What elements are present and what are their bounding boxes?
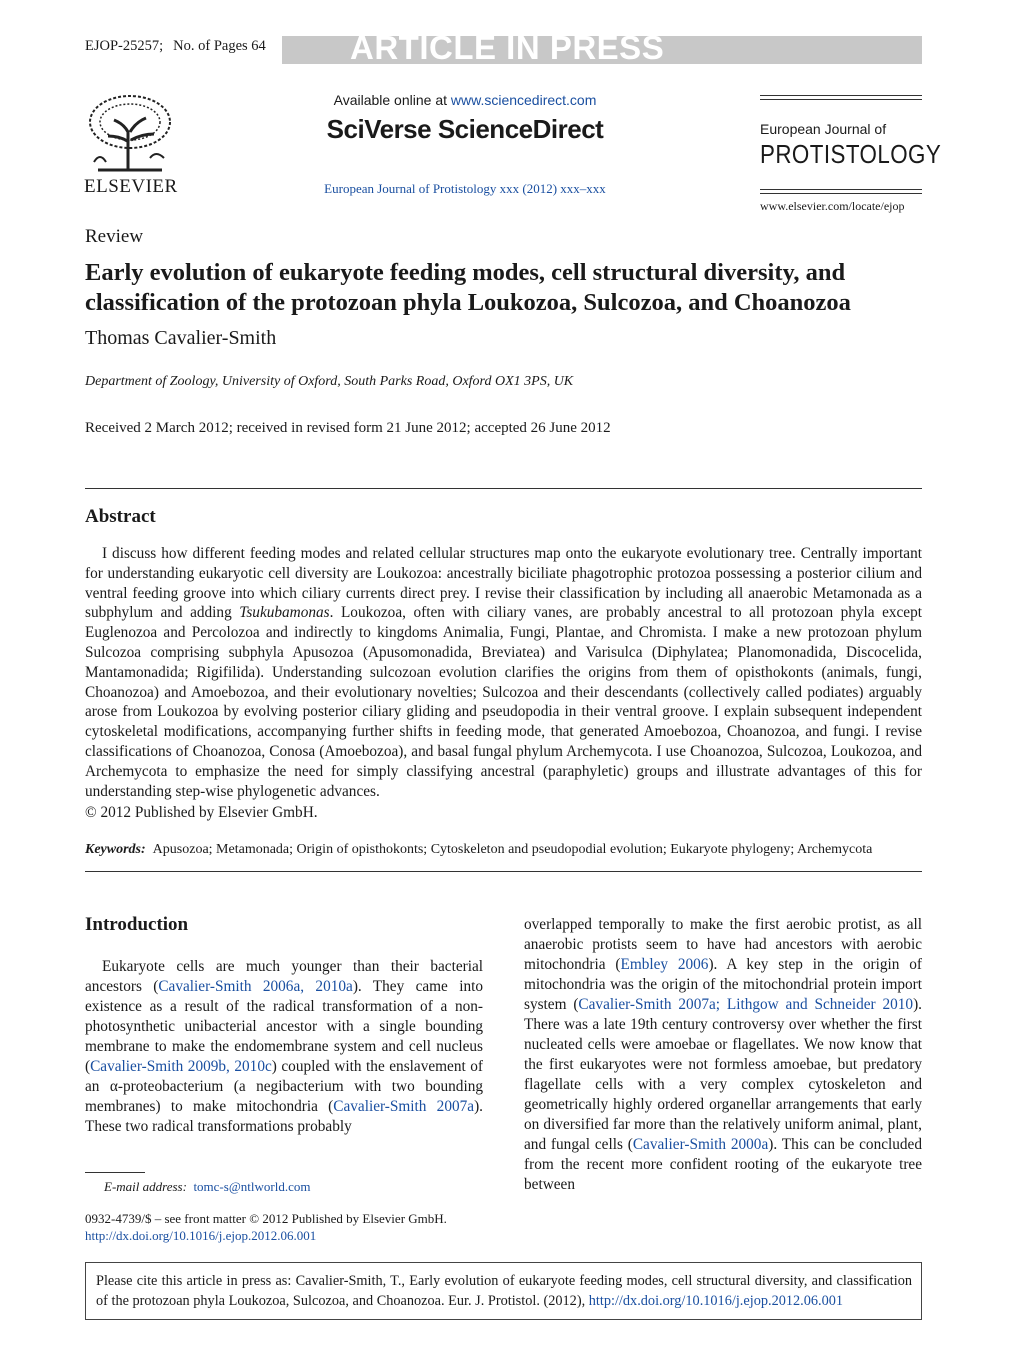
email-link[interactable]: tomc-s@ntlworld.com [193, 1179, 311, 1194]
abstract-copyright: © 2012 Published by Elsevier GmbH. [85, 804, 318, 821]
abstract-paragraph [85, 544, 922, 801]
journal-rule-top-2 [760, 99, 922, 100]
body-column-left [85, 957, 483, 1137]
text-run: ). A key step in the origin of mitochondria was the origin of the mitochondrial protein import system ( [524, 956, 922, 1013]
elsevier-wordmark: ELSEVIER [84, 176, 178, 197]
author-affiliation: Department of Zoology, University of Oxford, South Parks Road, Oxford OX1 3PS, UK [85, 374, 574, 389]
abstract-body [85, 544, 922, 801]
elsevier-tree-logo [84, 92, 176, 176]
abstract-genus-name: Tsukubamonas [239, 604, 330, 622]
sciencedirect-link[interactable]: www.sciencedirect.com [450, 92, 597, 108]
intro-paragraph-1 [85, 957, 483, 1137]
article-type: Review [85, 226, 144, 247]
text-run: ). They came into existence as a result of the radical transformation of a non-photosynthetic unibacterial ancestor with a single bounding membrane to make the endomembrane system and cell nucleus ( [85, 978, 483, 1075]
doi-link[interactable]: http://dx.doi.org/10.1016/j.ejop.2012.06.001 [85, 1228, 317, 1243]
abstract-text-2: . Loukozoa, often with ciliary vanes, are probably ancestral to all protozoan phyla except Euglenozoa and Percolozoa and indirectly to kingdoms Animalia, Fungi, Plantae, and Chromista. I make a new protozoan phylum Sulcozoa comprising subphyla Apusozoa (Apusomonadida, Breviatea) and Varisulca (Diphylatea; Planomonadida, Discocelida, Mantamonadida; Rigifilida). Understanding sulcozoan evolution clarifies the origins from them of opisthokonts (animals, fungi, Choanozoa) and Amoebozoa, and their evolutionary novelties; Sulcozoa and their descendants (collectively called podiates) arguably arose from Loukozoa by evolving posterior ciliary gliding and pseudopodia in their ventral groove. I explain subsequent independent cytoskeletal modifications, accompanying further shifts in feeding mode, that generated Amoebozoa, Choanozoa, and fungi. I revise classifications of Choanozoa, Conosa (Amoebozoa), and basal fungal phylum Archemycota. I use Choanozoa, Sulcozoa, Loukozoa, and Archemycota to emphasize the need for simply classifying ancestral (paraphyletic) groups and illustrate advantages of this for understanding step-wise phylogenetic advances. [85, 604, 922, 800]
text-run: overlapped temporally to make the first aerobic protist, as all anaerobic protists seem to have had ancestors with aerobic mitochondria ( [524, 916, 922, 973]
journal-rule-top [760, 95, 922, 96]
citation-box [85, 1262, 922, 1320]
journal-rule-bottom [760, 189, 922, 190]
abstract-heading: Abstract [85, 506, 156, 527]
article-identifiers [85, 38, 276, 55]
text-run: ). This can be concluded from the recent more confident rooting of the eukaryote tree between [524, 1136, 922, 1193]
journal-name-large: PROTISTOLOGY [760, 139, 942, 169]
availability-line [250, 92, 680, 108]
abstract-text-1: I discuss how different feeding modes and related cellular structures map onto the eukaryote evolutionary tree. Centrally important for understanding eukaryotic cell diversity are Loukozoa: ancestrally biciliate phagotrophic protozoa possessing a posterior cilium and ventral feeding groove into which ciliary currents direct prey. I revise their classification by including all anaerobic Metamonada as a subphylum and adding [85, 545, 922, 622]
citation-link[interactable]: Cavalier-Smith 2009b, 2010c [90, 1058, 272, 1075]
journal-name-small: European Journal of [760, 121, 887, 137]
page-count: No. of Pages 64 [173, 38, 266, 54]
text-run: ) coupled with the enslavement of an α-proteobacterium (a negibacterium with two bounding membranes) to make mitochondria ( [85, 1058, 483, 1115]
footnote-rule [85, 1172, 145, 1173]
article-history: Received 2 March 2012; received in revised form 21 June 2012; accepted 26 June 2012 [85, 420, 611, 436]
citation-doi-link[interactable]: http://dx.doi.org/10.1016/j.ejop.2012.06.001 [588, 1293, 844, 1309]
issn-line: 0932-4739/$ – see front matter © 2012 Published by Elsevier GmbH. [85, 1211, 447, 1226]
text-run: Eukaryote cells are much younger than their bacterial ancestors ( [85, 958, 483, 995]
journal-rule-bottom-2 [760, 193, 922, 194]
available-prefix: Available online at [333, 92, 451, 108]
platform-name: SciVerse ScienceDirect [326, 114, 604, 144]
author-name[interactable]: Thomas Cavalier-Smith [85, 327, 277, 349]
citation-link[interactable]: Embley 2006 [620, 956, 709, 973]
article-id: EJOP-25257; [85, 38, 164, 54]
citation-link[interactable]: Cavalier-Smith 2007a [333, 1098, 475, 1115]
keywords [85, 842, 922, 858]
corresponding-email [104, 1179, 310, 1195]
citation-link[interactable]: Cavalier-Smith 2006a, 2010a [158, 978, 353, 995]
text-run: ). These two radical transformations probably [85, 1098, 483, 1135]
citation-link[interactable]: Cavalier-Smith 2007a; Lithgow and Schneider 2010 [578, 996, 914, 1013]
body-column-right [524, 915, 922, 1195]
article-in-press-label: ARTICLE IN PRESS [350, 29, 665, 66]
citation-text: Please cite this article in press as: Cavalier-Smith, T., Early evolution of eukaryote feeding modes, cell structural diversity, and classification of the protozoan phyla Loukozoa, Sulcozoa, and Choanozoa. Eur. J. Protistol. (2012), [96, 1273, 912, 1309]
text-run: ). There was a late 19th century controversy over whether the first nucleated cells were amoebae or flagellates. We now know that the first eukaryotes were not formless amoebae, but predatory flagellate cells with a very complex cytoskeleton and geometrically highly ordered organellar arrangements that early on diversified far more than the relatively uniform animal, plant, and fungal cells ( [524, 996, 922, 1153]
article-title: Early evolution of eukaryote feeding modes, cell structural diversity, and classification of the protozoan phyla Loukozoa, Sulcozoa, and Choanozoa [85, 259, 851, 316]
email-label: E-mail address: [104, 1179, 187, 1194]
keywords-label: Keywords: [85, 842, 146, 857]
citation-link[interactable]: Cavalier-Smith 2000a [632, 1136, 769, 1153]
abstract-bottom-rule [85, 871, 922, 872]
keywords-list: Apusozoa; Metamonada; Origin of opisthokonts; Cytoskeleton and pseudopodial evolution; Eukaryote phylogeny; Archemycota [152, 842, 873, 857]
journal-citation-line[interactable]: European Journal of Protistology xxx (2012) xxx–xxx [324, 181, 606, 196]
introduction-heading: Introduction [85, 914, 189, 935]
abstract-top-rule [85, 488, 922, 489]
journal-url[interactable]: www.elsevier.com/locate/ejop [760, 199, 905, 213]
intro-paragraph-continued [524, 915, 922, 1195]
